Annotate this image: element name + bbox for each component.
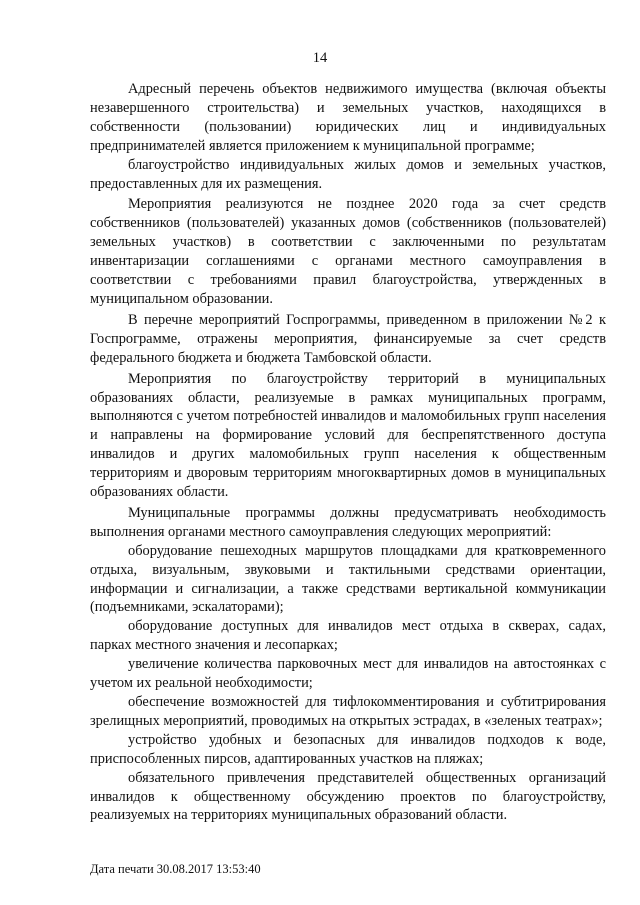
document-body <box>90 80 606 825</box>
paragraph-implementation-deadline: Мероприятия реализуются не позднее 2020 года за счет средств собственников (пользователей) указанных домов (собственников (пользователей) земельных участков) в соответствии с заключенными по результатам инвентаризации соглашениями с органами местного самоуправления в соответствии с требованиями правил благоустройства, утвержденных в муниципальном образовании. <box>90 196 606 307</box>
page-number: 14 <box>312 50 328 66</box>
list-item-pedestrian-routes: оборудование пешеходных маршрутов площадками для кратковременного отдыха, визуальным, звуковыми и тактильными средствами ориентации, информации и сигнализации, а также средствами вертикальной коммуникации (подъемниками, эскалаторами); <box>90 542 606 616</box>
print-date-footer: Дата печати 30.08.2017 13:53:40 <box>90 862 261 876</box>
paragraph-program-list: В перечне мероприятий Госпрограммы, приведенном в приложении №2 к Госпрограмме, отражены мероприятия, финансируемые за счет средств федерального бюджета и бюджета Тамбовской области. <box>90 311 606 366</box>
list-item-public-discussion: обязательного привлечения представителей общественных организаций инвалидов к общественному обсуждению проектов по благоустройству, реализуемых на территориях муниципальных образований области. <box>90 769 606 824</box>
paragraph-municipal-programs: Муниципальные программы должны предусматривать необходимость выполнения органами местного самоуправления следующих мероприятий: <box>90 504 606 540</box>
paragraph-accessibility: Мероприятия по благоустройству территорий в муниципальных образованиях области, реализуемые в рамках муниципальных программ, выполняются с учетом потребностей инвалидов и маломобильных групп населения и направлены на формирование условий для беспрепятственного доступа инвалидов и других маломобильных групп населения к общественным территориям и дворовым территориям многоквартирных домов в муниципальных образованиях области. <box>90 370 606 501</box>
list-item-water-access: устройство удобных и безопасных для инвалидов подходов к воде, приспособленных пирсов, адаптированных участков на пляжах; <box>90 731 606 767</box>
paragraph-address-list: Адресный перечень объектов недвижимого имущества (включая объекты незавершенного строительства) и земельных участков, находящихся в собственности (пользовании) юридических лиц и индивидуальных предпринимателей является приложением к муниципальной программе; <box>90 81 606 154</box>
paragraph-individual-houses: благоустройство индивидуальных жилых домов и земельных участков, предоставленных для их размещения. <box>90 156 606 192</box>
list-item-typhlocommentary: обеспечение возможностей для тифлокомментирования и субтитрирования зрелищных мероприятий, проводимых на открытых эстрадах, в «зеленых театрах»; <box>90 694 606 729</box>
list-item-parking: увеличение количества парковочных мест для инвалидов на автостоянках с учетом их реальной необходимости; <box>90 656 606 692</box>
list-item-rest-places: оборудование доступных для инвалидов мест отдыха в скверах, садах, парках местного значения и лесопарках; <box>90 618 606 654</box>
